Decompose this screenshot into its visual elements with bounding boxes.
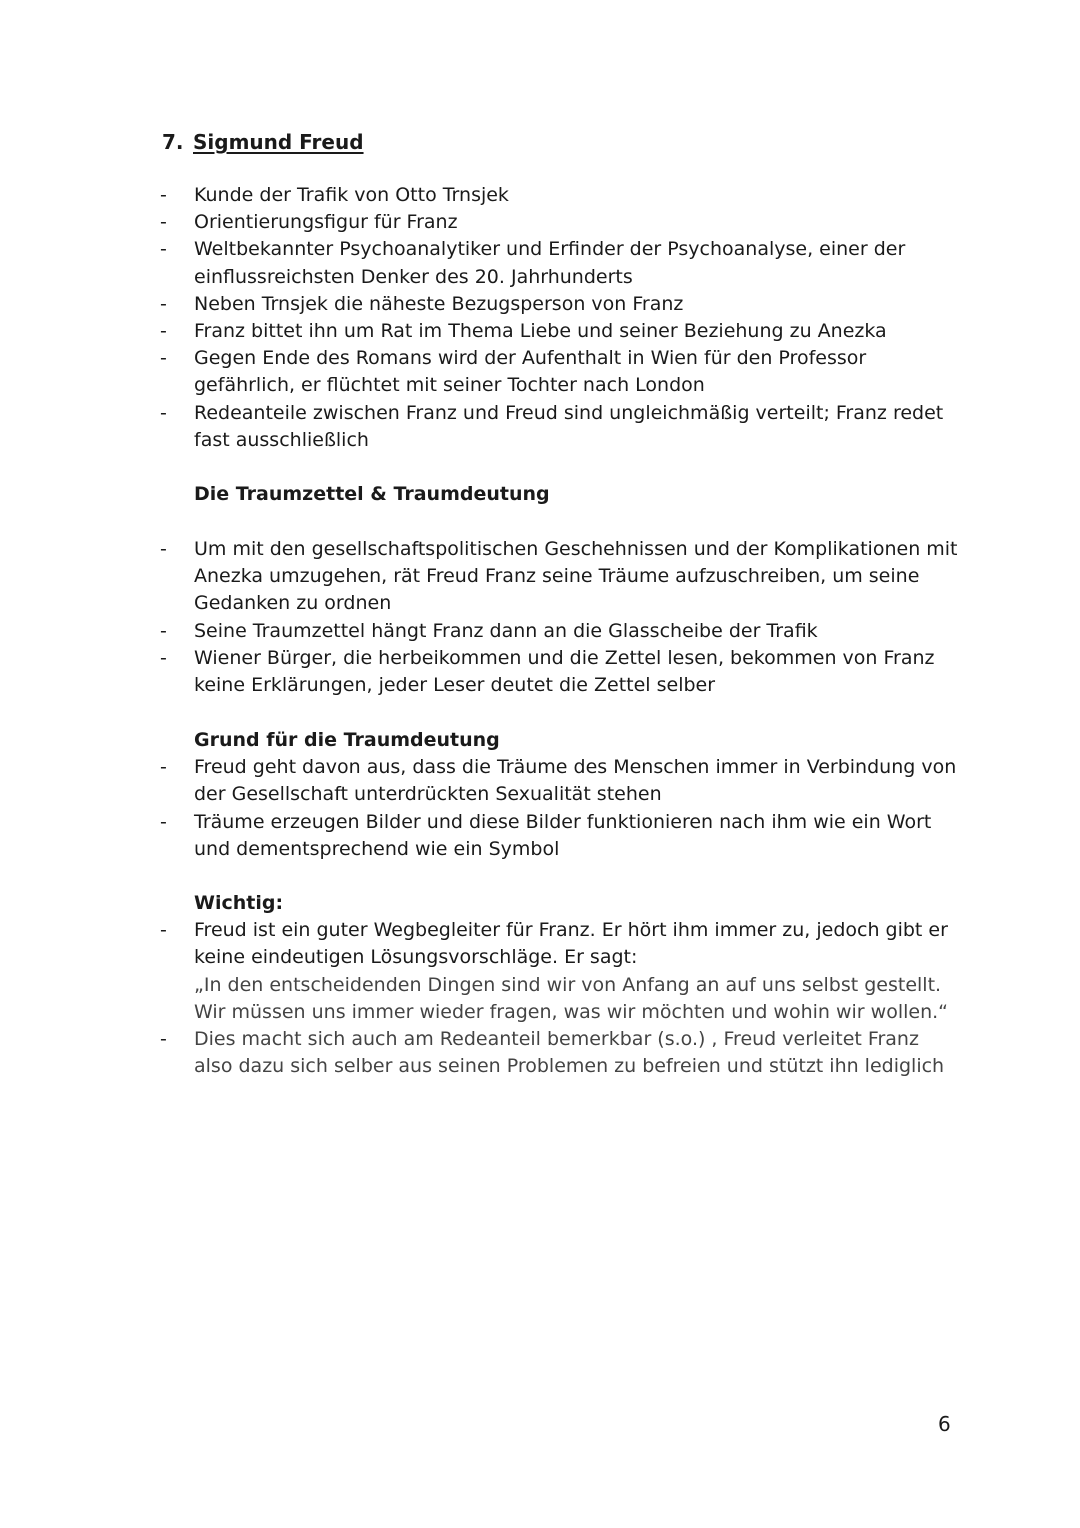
list-item-text: Kunde der Trafik von Otto Trnsjek — [194, 184, 509, 206]
list-item-text: Seine Traumzettel hängt Franz dann an die Glasscheibe der Trafik — [194, 619, 818, 642]
traumzettel-block — [0, 481, 1080, 508]
list-item — [0, 917, 1080, 1026]
section-title: Sigmund Freud — [193, 130, 364, 154]
wichtig-block — [0, 890, 1080, 1080]
section-number: 7. — [162, 130, 184, 154]
list-item — [0, 291, 1080, 318]
intro-block — [0, 182, 1080, 454]
traumzettel-heading: Die Traumzettel & Traumdeutung — [194, 483, 550, 505]
list-item — [0, 236, 1080, 290]
list-item — [0, 754, 1080, 808]
dash-bullet: - — [160, 320, 167, 343]
list-item — [0, 645, 1080, 699]
list-item-text: Orientierungsfigur für Franz — [194, 211, 458, 234]
grund-list — [0, 754, 1080, 863]
list-item — [0, 345, 1080, 399]
list-item — [0, 182, 1080, 209]
list-item-text: Redeanteile zwischen Franz und Freud sind ungleichmäßig verteilt; Franz redet fast ausschließlich — [194, 401, 944, 451]
traumzettel-list-block — [0, 536, 1080, 699]
dash-bullet: - — [160, 184, 167, 206]
list-item-text: Freud geht davon aus, dass die Träume des Menschen immer in Verbindung von der Gesellschaft unterdrückten Sexualität stehen — [194, 756, 957, 806]
dash-bullet: - — [160, 211, 167, 234]
list-item — [0, 400, 1080, 454]
list-item — [0, 1026, 1080, 1080]
grund-block — [0, 727, 1080, 863]
list-item-text: Weltbekannter Psychoanalytiker und Erfinder der Psychoanalyse, einer der einflussreichsten Denker des 20. Jahrhunderts — [194, 238, 906, 288]
wichtig-list — [0, 917, 1080, 1080]
list-item-text: Neben Trnsjek die näheste Bezugsperson von Franz — [194, 292, 684, 315]
list-item — [0, 618, 1080, 645]
list-item-text: Franz bittet ihn um Rat im Thema Liebe und seiner Beziehung zu Anezka — [194, 320, 887, 343]
dash-bullet: - — [160, 1028, 167, 1051]
dash-bullet: - — [160, 646, 167, 669]
list-item — [0, 536, 1080, 618]
dash-bullet: - — [160, 347, 167, 370]
dash-bullet: - — [160, 538, 167, 560]
traumzettel-list — [0, 536, 1080, 699]
dash-bullet: - — [160, 619, 167, 642]
list-item-text: Träume erzeugen Bilder und diese Bilder funktionieren nach ihm wie ein Wort und dementsprechend wie ein Symbol — [194, 810, 932, 860]
dash-bullet: - — [160, 756, 167, 779]
section-heading — [162, 128, 364, 156]
dash-bullet: - — [160, 401, 167, 424]
freud-quote: „In den entscheidenden Dingen sind wir von Anfang an auf uns selbst gestellt. Wir müssen uns immer wieder fragen, was wir möchten und wohin wir wollen.“ — [194, 973, 948, 1023]
wichtig-heading: Wichtig: — [194, 892, 284, 914]
list-item-text: Gegen Ende des Romans wird der Aufenthalt in Wien für den Professor gefährlich, er flüchtet mit seiner Tochter nach London — [194, 347, 867, 397]
list-item — [0, 318, 1080, 345]
list-item-text: Wiener Bürger, die herbeikommen und die Zettel lesen, bekommen von Franz keine Erklärungen, jeder Leser deutet die Zettel selber — [194, 646, 935, 697]
list-item-text: Dies macht sich auch am Redeanteil bemerkbar (s.o.) , Freud verleitet Franz also dazu sich selber aus seinen Problemen zu befreien und stützt ihn lediglich — [194, 1028, 945, 1078]
dash-bullet: - — [160, 919, 167, 942]
dash-bullet: - — [160, 810, 167, 833]
list-item — [0, 209, 1080, 236]
intro-list — [0, 182, 1080, 454]
list-item-text: Um mit den gesellschaftspolitischen Geschehnissen und der Komplikationen mit Anezka umzugehen, rät Freud Franz seine Träume aufzuschreiben, um seine Gedanken zu ordnen — [194, 538, 958, 615]
dash-bullet: - — [160, 238, 167, 261]
grund-heading: Grund für die Traumdeutung — [194, 729, 500, 751]
page-number: 6 — [938, 1412, 951, 1436]
list-item — [0, 809, 1080, 863]
list-item-text: Freud ist ein guter Wegbegleiter für Franz. Er hört ihm immer zu, jedoch gibt er keine eindeutigen Lösungsvorschläge. Er sagt: — [194, 919, 948, 969]
dash-bullet: - — [160, 292, 167, 315]
